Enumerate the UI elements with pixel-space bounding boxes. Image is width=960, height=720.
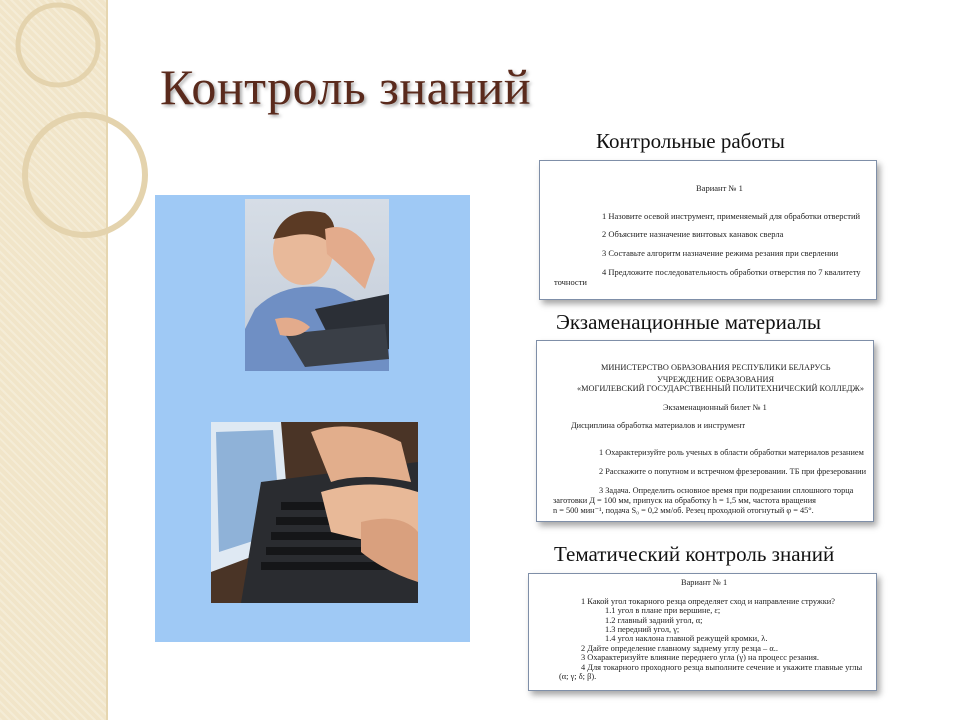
exam-label: Экзаменационные материалы bbox=[556, 310, 821, 334]
doc-option: 1.2 главный задний угол, α; bbox=[605, 616, 703, 625]
poster-image bbox=[155, 195, 470, 642]
doc-question: 1 Охарактеризуйте роль ученых в области обработки материалов резанием bbox=[599, 448, 864, 457]
doc-option: 1.3 передний угол, γ; bbox=[605, 625, 680, 634]
doc-question: 3 Охарактеризуйте влияние переднего угла (γ) на процесс резания. bbox=[581, 653, 819, 662]
doc-heading: Вариант № 1 bbox=[696, 183, 743, 193]
doc-ministry: МИНИСТЕРСТВО ОБРАЗОВАНИЯ РЕСПУБЛИКИ БЕЛАРУСЬ bbox=[601, 363, 831, 372]
doc-college: «МОГИЛЕВСКИЙ ГОСУДАРСТВЕННЫЙ ПОЛИТЕХНИЧЕСКИЙ КОЛЛЕДЖ» bbox=[577, 384, 865, 393]
decorative-rings bbox=[0, 0, 150, 260]
doc-question: n = 500 мин⁻¹, подача S₀ = 0,2 мм/об. Резец проходной отогнутый φ = 45°. bbox=[553, 506, 814, 515]
thematic-label: Тематический контроль знаний bbox=[554, 542, 835, 566]
exam-document bbox=[536, 340, 874, 522]
boy-with-laptop-photo bbox=[245, 199, 389, 371]
doc-question: 3 Составьте алгоритм назначение режима резания при сверлении bbox=[602, 248, 839, 258]
doc-option: 1.1 угол в плане при вершине, ε; bbox=[605, 606, 721, 615]
doc-question: 3 Задача. Определить основное время при подрезании сплошного торца bbox=[599, 486, 854, 495]
doc-institution: УЧРЕЖДЕНИЕ ОБРАЗОВАНИЯ bbox=[657, 375, 774, 384]
doc-option: 1.4 угол наклона главной режущей кромки, λ. bbox=[605, 634, 768, 643]
doc-question: заготовки Д = 100 мм, припуск на обработку h = 1,5 мм, частота вращения bbox=[553, 496, 816, 505]
doc-question: (α; γ; δ; β). bbox=[559, 672, 597, 681]
doc-question: 4 Для токарного проходного резца выполните сечение и укажите главные углы bbox=[581, 663, 863, 672]
hands-typing-photo bbox=[211, 422, 418, 603]
doc-question: 2 Объясните назначение винтовых канавок сверла bbox=[602, 229, 784, 239]
doc-heading: Вариант № 1 bbox=[681, 578, 728, 587]
doc-question: 1 Назовите осевой инструмент, применяемый для обработки отверстий bbox=[602, 211, 861, 221]
slide-title: Контроль знаний bbox=[160, 59, 532, 115]
doc-question: точности bbox=[554, 277, 587, 287]
doc-question: 1 Какой угол токарного резца определяет сход и направление стружки? bbox=[581, 597, 835, 606]
tests-label: Контрольные работы bbox=[596, 129, 785, 153]
doc-question: 2 Расскажите о попутном и встречном фрезеровании. ТБ при фрезеровании bbox=[599, 467, 867, 476]
doc-question: 2 Дайте определение главному заднему углу резца – α.. bbox=[581, 644, 778, 653]
doc-ticket: Экзаменационный билет № 1 bbox=[663, 403, 767, 412]
thematic-document bbox=[528, 573, 877, 691]
doc-discipline: Дисциплина обработка материалов и инструмент bbox=[571, 421, 746, 430]
doc-question: 4 Предложите последовательность обработки отверстия по 7 квалитету bbox=[602, 267, 861, 277]
tests-document bbox=[539, 160, 877, 300]
